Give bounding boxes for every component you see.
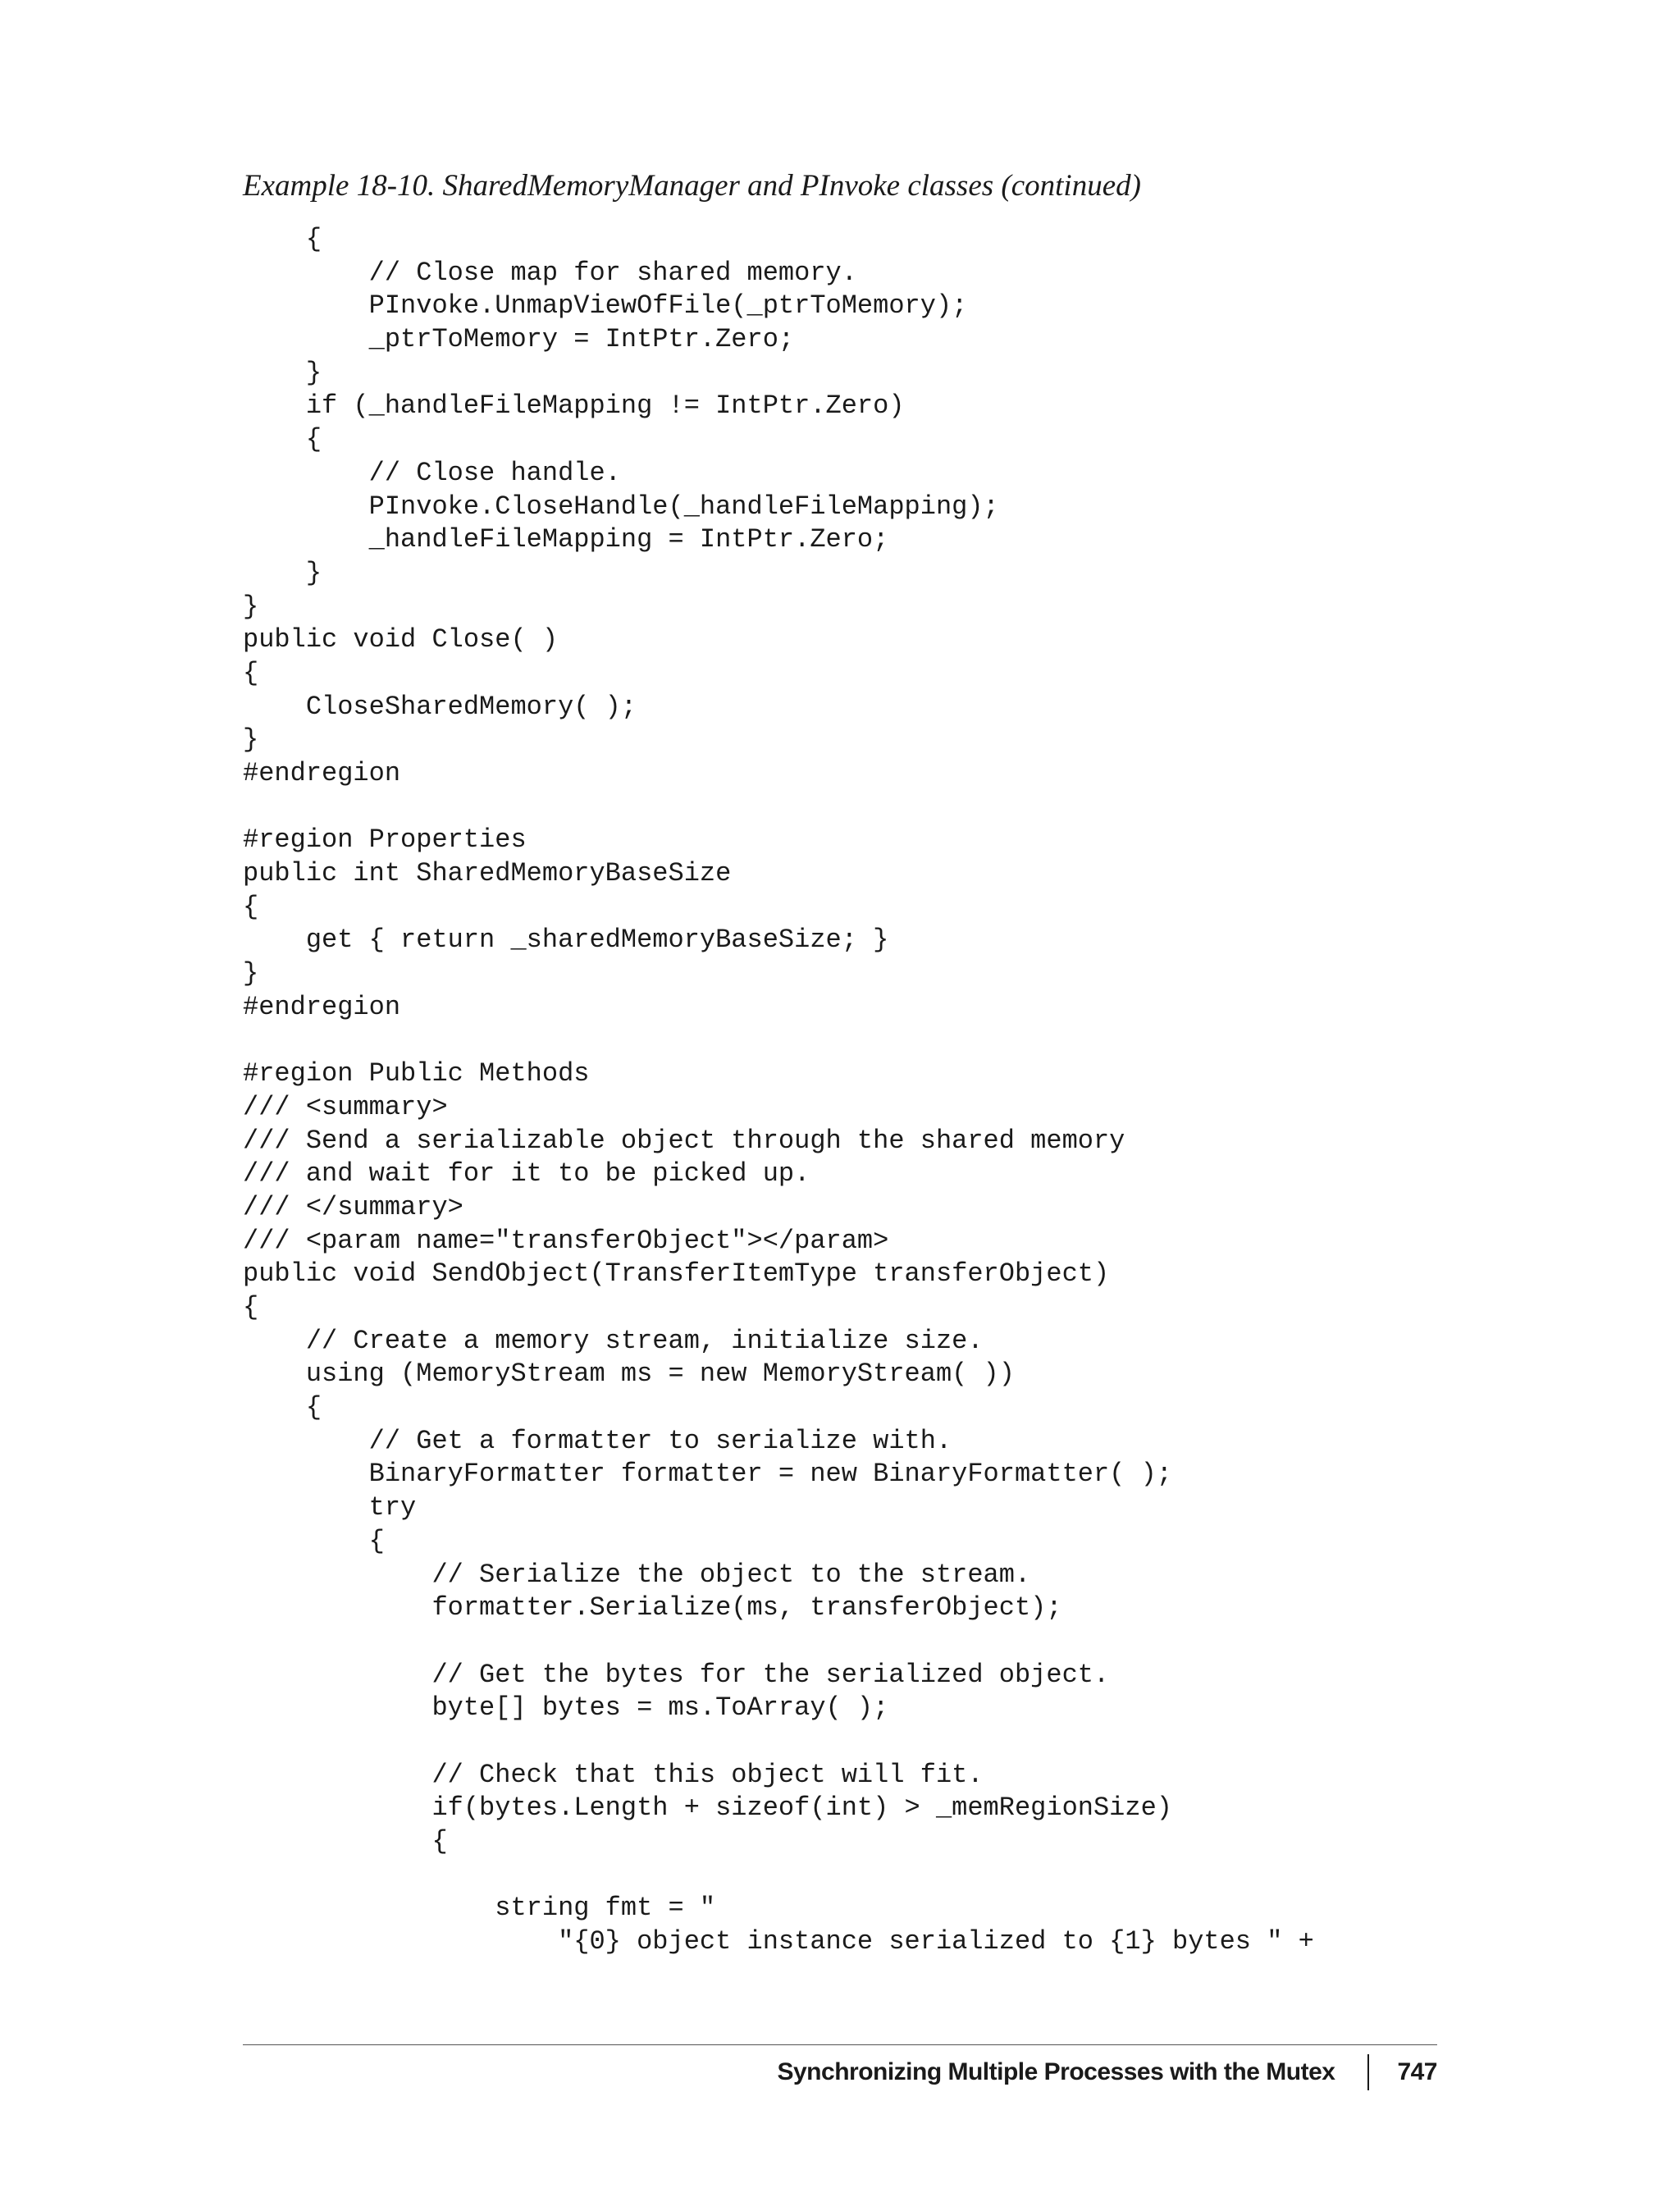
code-line: // Get the bytes for the serialized object. — [243, 1659, 1110, 1690]
code-line — [243, 1859, 1314, 1893]
code-line: _ptrToMemory = IntPtr.Zero; — [243, 324, 795, 355]
running-section-title: Synchronizing Multiple Processes with the Mutex — [777, 2058, 1335, 2085]
code-line: // Check that this object will fit. — [243, 1759, 984, 1790]
code-line: PInvoke.UnmapViewOfFile(_ptrToMemory); — [243, 290, 968, 322]
code-line: #region Public Methods — [243, 1058, 590, 1089]
footer-rule — [243, 2044, 1437, 2045]
code-line: { — [243, 891, 259, 922]
code-line: { — [243, 424, 322, 455]
code-line: CloseSharedMemory( ); — [243, 691, 637, 722]
code-line — [243, 1025, 1314, 1058]
page-number: 747 — [1397, 2058, 1437, 2085]
code-line: // Close handle. — [243, 457, 621, 488]
page-footer — [777, 2048, 1437, 2097]
code-line: { — [243, 1292, 259, 1322]
code-line: /// and wait for it to be picked up. — [243, 1158, 810, 1190]
code-line: } — [243, 958, 259, 989]
footer-divider — [1367, 2054, 1369, 2090]
code-line: try — [243, 1492, 417, 1523]
code-line: } — [243, 591, 259, 622]
code-line: } — [243, 357, 322, 388]
code-line: #endregion — [243, 758, 401, 788]
code-line: /// Send a serializable object through the shared memory — [243, 1125, 1125, 1156]
code-line: /// </summary> — [243, 1191, 463, 1222]
code-listing — [243, 223, 1314, 1959]
example-caption: Example 18-10. SharedMemoryManager and PInvoke classes (continued) — [243, 169, 1141, 203]
code-line: // Create a memory stream, initialize size. — [243, 1325, 984, 1356]
code-line: { — [243, 1392, 322, 1423]
code-line: /// <summary> — [243, 1091, 448, 1122]
code-line: // Get a formatter to serialize with. — [243, 1425, 952, 1456]
code-line: { — [243, 224, 322, 254]
code-line: "{0} object instance serialized to {1} bytes " + — [243, 1926, 1314, 1957]
code-line: } — [243, 557, 322, 588]
code-line: // Serialize the object to the stream. — [243, 1559, 1031, 1590]
code-line — [243, 791, 1314, 824]
code-line — [243, 1725, 1314, 1759]
code-line: get { return _sharedMemoryBaseSize; } — [243, 925, 889, 956]
code-line: { — [243, 657, 259, 688]
code-line: formatter.Serialize(ms, transferObject); — [243, 1592, 1062, 1624]
code-line: // Close map for shared memory. — [243, 257, 857, 288]
code-line: { — [243, 1525, 385, 1556]
code-line: byte[] bytes = ms.ToArray( ); — [243, 1692, 889, 1724]
code-line: public void SendObject(TransferItemType transferObject) — [243, 1258, 1110, 1290]
code-line: BinaryFormatter formatter = new BinaryFormatter( ); — [243, 1459, 1172, 1490]
code-line: public void Close( ) — [243, 624, 559, 655]
code-line: if (_handleFileMapping != IntPtr.Zero) — [243, 391, 905, 422]
code-line: #endregion — [243, 991, 401, 1022]
code-line: _handleFileMapping = IntPtr.Zero; — [243, 524, 889, 555]
code-line: public int SharedMemoryBaseSize — [243, 858, 732, 889]
code-line: { — [243, 1826, 448, 1857]
code-line: string fmt = " — [243, 1893, 716, 1924]
code-line: } — [243, 724, 259, 756]
code-line: if(bytes.Length + sizeof(int) > _memRegionSize) — [243, 1793, 1172, 1824]
code-line — [243, 1625, 1314, 1659]
code-line: using (MemoryStream ms = new MemoryStream( )) — [243, 1359, 1015, 1390]
code-line: PInvoke.CloseHandle(_handleFileMapping); — [243, 491, 999, 522]
code-line: /// <param name="transferObject"></param> — [243, 1225, 889, 1256]
code-line: #region Properties — [243, 824, 527, 856]
